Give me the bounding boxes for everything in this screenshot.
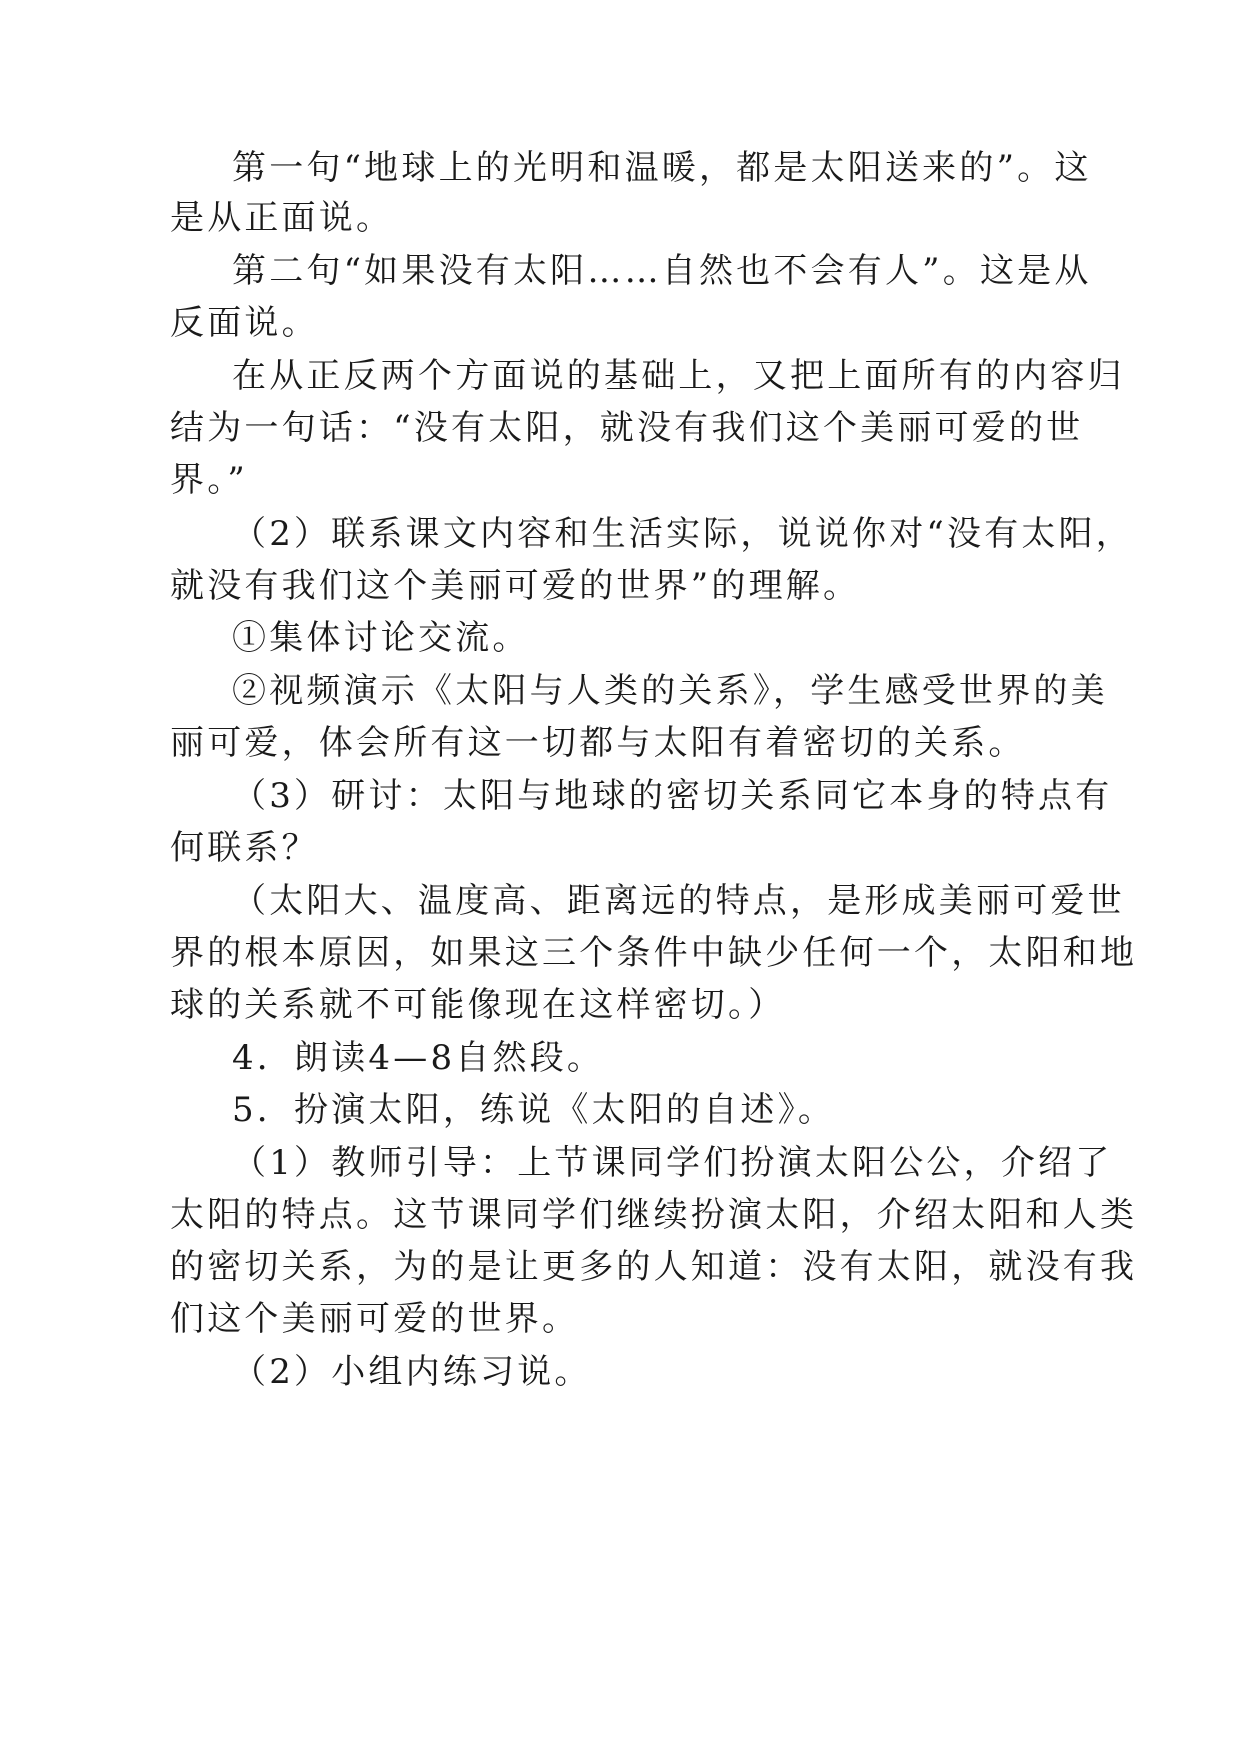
paragraph-line: 球的关系就不可能像现在这样密切。） (170, 985, 786, 1025)
paragraph-line: 丽可爱，体会所有这一切都与太阳有着密切的关系。 (170, 723, 1026, 763)
paragraph-line: 4．朗读4—8自然段。 (232, 1038, 605, 1078)
paragraph-line: ①集体讨论交流。 (232, 618, 530, 658)
paragraph-line: （太阳大、温度高、距离远的特点，是形成美丽可爱世 (232, 881, 1125, 921)
paragraph-line: 反面说。 (170, 303, 319, 343)
paragraph-line: 第二句“如果没有太阳……自然也不会有人”。这是从 (232, 251, 1092, 291)
paragraph-line: （1）教师引导：上节课同学们扮演太阳公公，介绍了 (232, 1143, 1113, 1183)
paragraph-line: 就没有我们这个美丽可爱的世界”的理解。 (170, 566, 861, 606)
paragraph-line: 是从正面说。 (170, 198, 394, 238)
paragraph-line: 结为一句话：“没有太阳，就没有我们这个美丽可爱的世 (170, 408, 1084, 448)
paragraph-line: 的密切关系，为的是让更多的人知道：没有太阳，就没有我 (170, 1247, 1138, 1287)
paragraph-line: 们这个美丽可爱的世界。 (170, 1299, 580, 1339)
paragraph-line: （2）联系课文内容和生活实际，说说你对“没有太阳， (232, 514, 1134, 554)
paragraph-line: 界。” (170, 460, 248, 500)
paragraph-line: 界的根本原因，如果这三个条件中缺少任何一个，太阳和地 (170, 933, 1138, 973)
paragraph-line: （3）研讨：太阳与地球的密切关系同它本身的特点有 (232, 776, 1113, 816)
paragraph-line: ②视频演示《太阳与人类的关系》，学生感受世界的美 (232, 671, 1108, 711)
paragraph-line: 第一句“地球上的光明和温暖，都是太阳送来的”。这 (232, 148, 1092, 188)
paragraph-line: 何联系？ (170, 828, 319, 868)
paragraph-line: 在从正反两个方面说的基础上，又把上面所有的内容归 (232, 356, 1125, 396)
paragraph-line: （2）小组内练习说。 (232, 1352, 592, 1392)
paragraph-line: 5．扮演太阳，练说《太阳的自述》。 (232, 1090, 836, 1130)
paragraph-line: 太阳的特点。这节课同学们继续扮演太阳，介绍太阳和人类 (170, 1195, 1138, 1235)
